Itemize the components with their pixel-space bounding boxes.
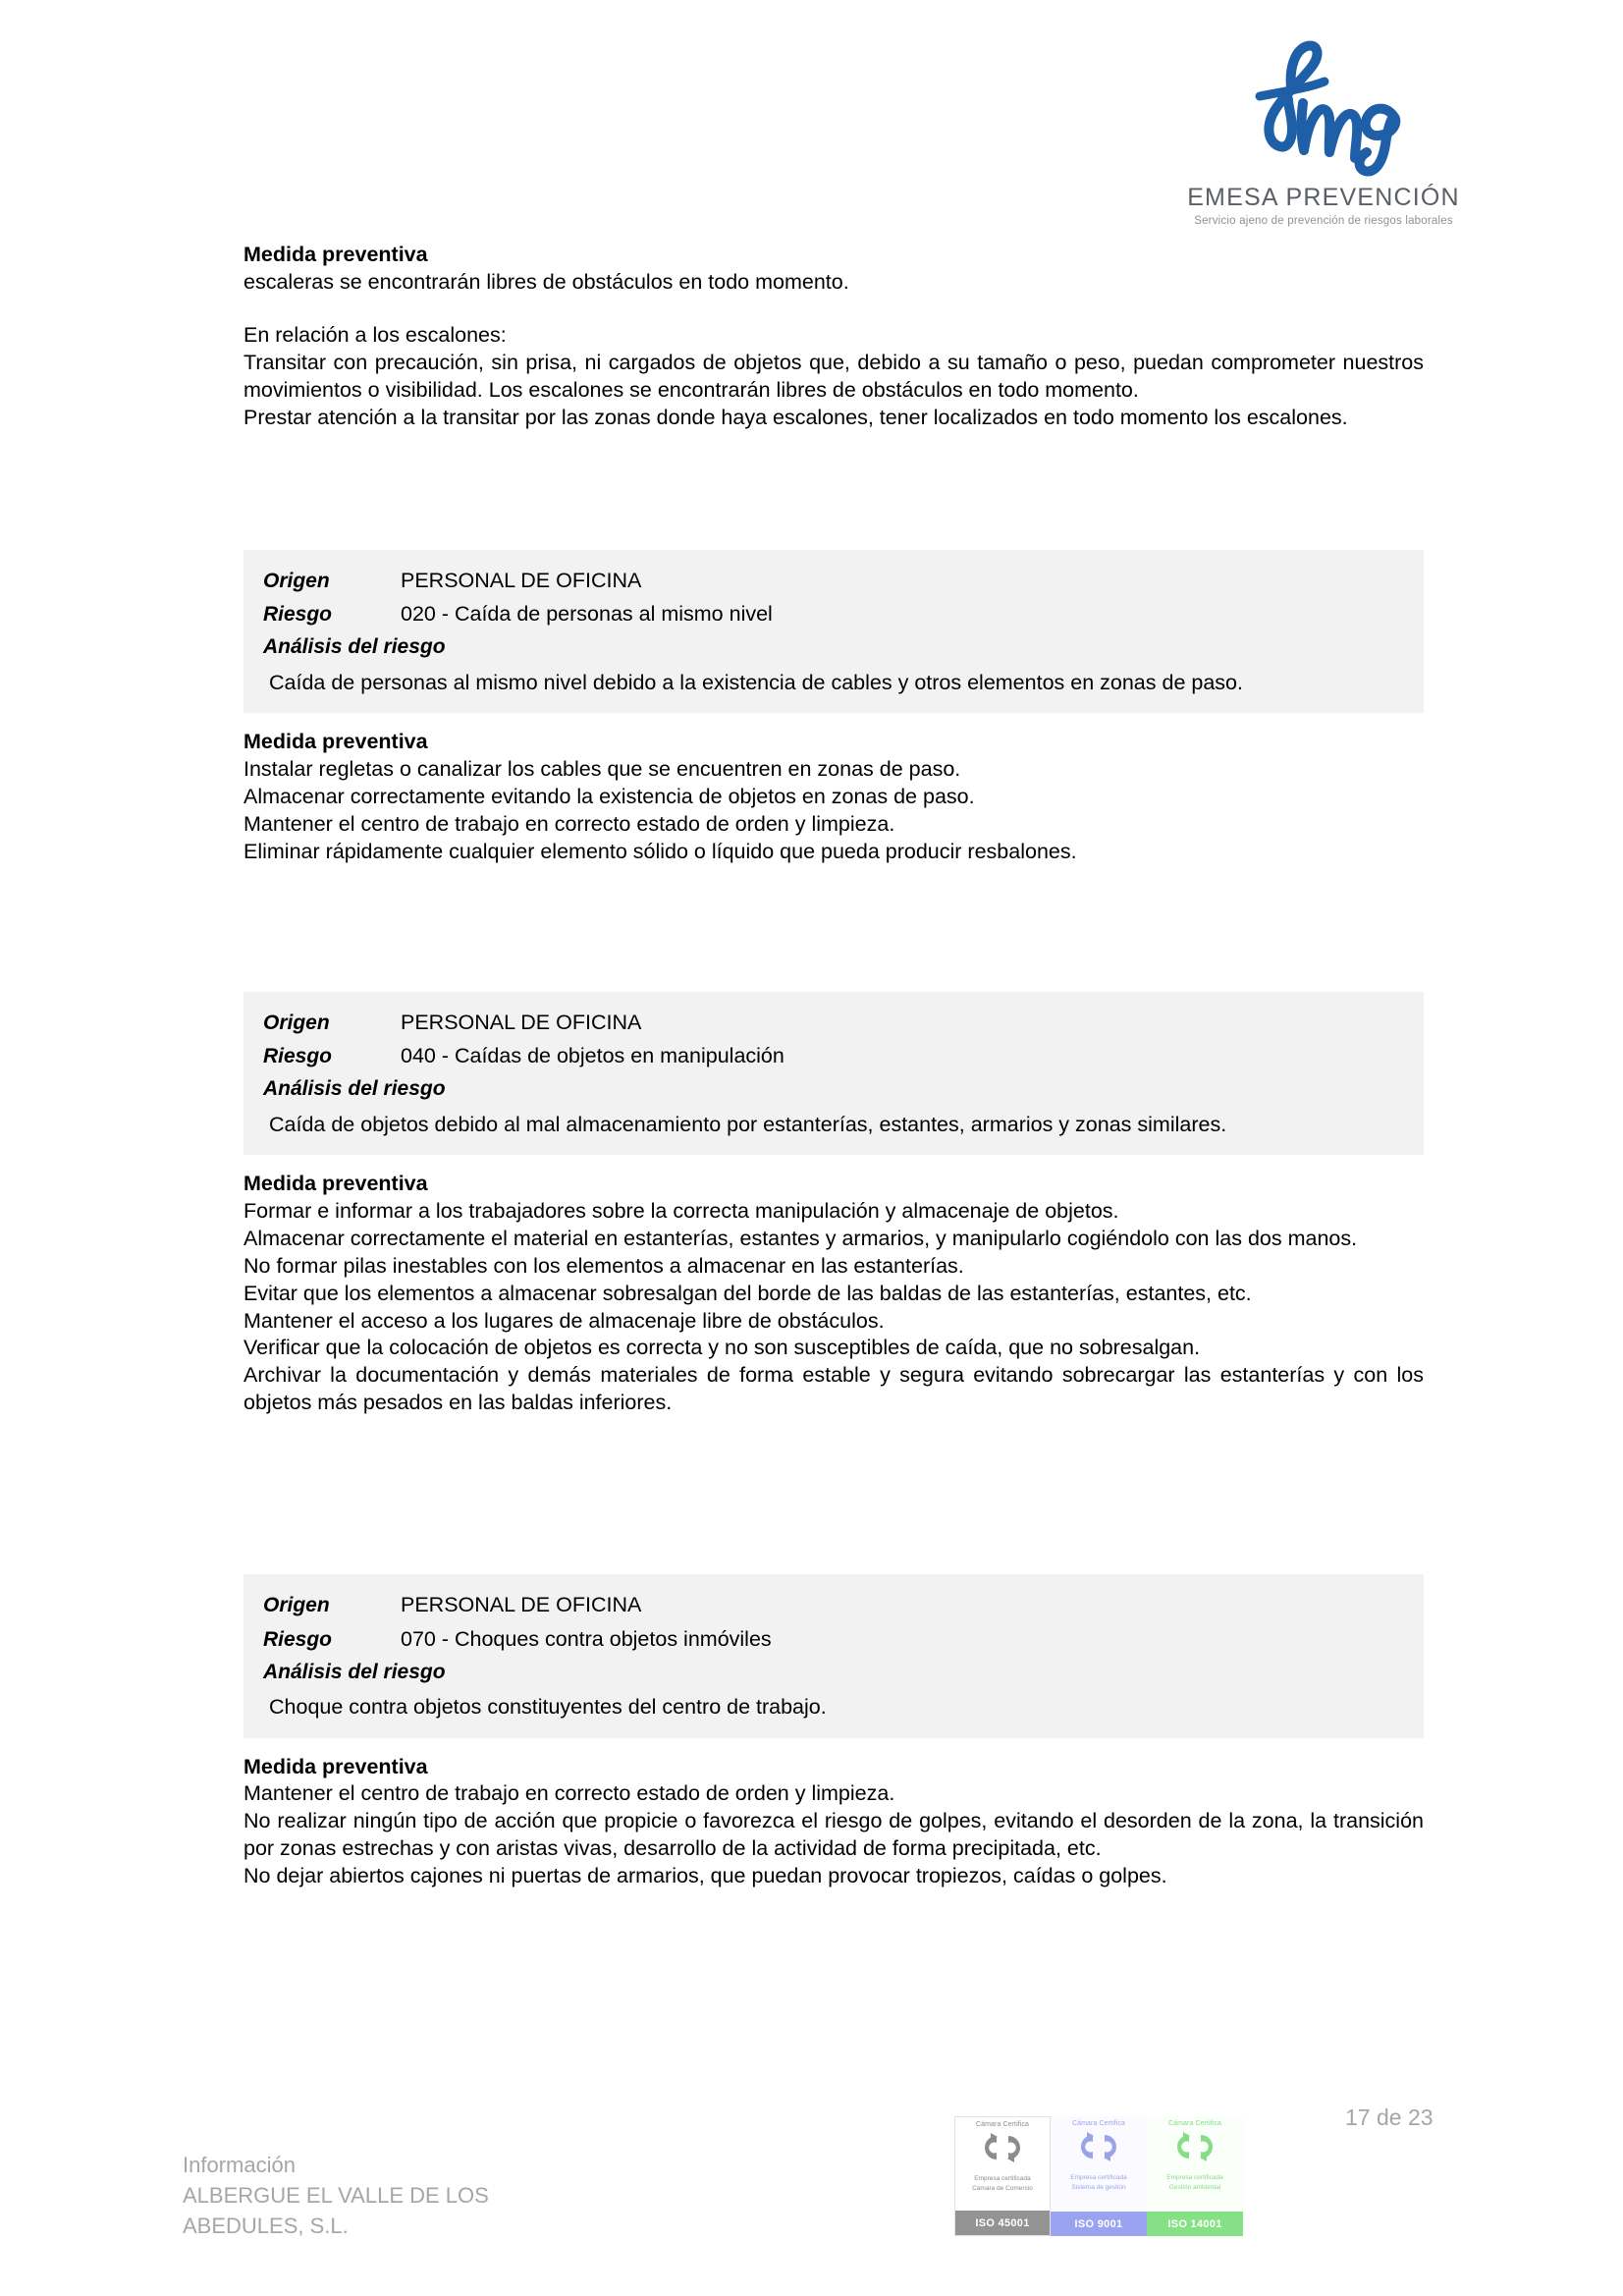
- badge-subtitle-line-1: Empresa certificada: [974, 2175, 1031, 2182]
- footer-company-line-1: ALBERGUE EL VALLE DE LOS: [183, 2182, 489, 2208]
- risk-entry: [243, 992, 1424, 1418]
- risk-riesgo-row: [243, 1622, 1424, 1656]
- page-header: [1162, 29, 1486, 227]
- measure-item: No dejar abiertos cajones ni puertas de armarios, que puedan provocar tropiezos, caídas o golpes.: [243, 1864, 1167, 1888]
- risk-riesgo-label: Riesgo: [263, 1627, 333, 1651]
- risk-origen-row: [243, 564, 1424, 597]
- spacer: [243, 1417, 1424, 1574]
- risk-origen-label: Origen: [263, 1594, 330, 1617]
- intro-section: [243, 242, 1424, 432]
- measure-item: Mantener el centro de trabajo en correcto estado de orden y limpieza.: [243, 811, 895, 836]
- risk-riesgo-row: [243, 1039, 1424, 1072]
- measure-item: Eliminar rápidamente cualquier elemento sólido o líquido que pueda producir resbalones.: [243, 839, 1077, 863]
- risk-entry: [243, 1574, 1424, 1890]
- measure-item: Instalar regletas o canalizar los cables que se encuentren en zonas de paso.: [243, 756, 961, 781]
- intro-line-1: escaleras se encontrarán libres de obstáculos en todo momento.: [243, 269, 849, 294]
- risk-riesgo-value: 070 - Choques contra objetos inmóviles: [401, 1626, 772, 1651]
- interlocking-rings-icon: [1067, 2130, 1130, 2168]
- measures-heading: Medida preventiva: [243, 729, 428, 753]
- page-number: 17 de 23: [1345, 2105, 1434, 2130]
- badge-issuer-label: Cámara Certifica: [1071, 2120, 1126, 2127]
- badge-standard-label: ISO 14001: [1147, 2212, 1243, 2236]
- risk-summary-card: [243, 992, 1424, 1155]
- intro-line-2: En relación a los escalones:: [243, 322, 507, 347]
- badge-issuer-label: Cámara Certifica: [1167, 2120, 1222, 2127]
- risk-origen-value: PERSONAL DE OFICINA: [401, 568, 642, 592]
- measure-item: Evitar que los elementos a almacenar sobresalgan del borde de las baldas de las estanterías, estantes, etc.: [243, 1281, 1252, 1305]
- certification-badge-iso9001: [1051, 2116, 1147, 2236]
- badge-subtitle-line-2: Sistema de gestión: [1071, 2183, 1126, 2191]
- eme-signature-logo-icon: [1162, 29, 1486, 182]
- risk-measures: [243, 1171, 1424, 1417]
- footer-company-info: [183, 2151, 489, 2241]
- badge-subtitle-line-1: Empresa certificada: [1166, 2174, 1223, 2181]
- risk-riesgo-value: 020 - Caída de personas al mismo nivel: [401, 602, 773, 627]
- measure-item: No realizar ningún tipo de acción que propicie o favorezca el riesgo de golpes, evitando el desorden de la zona, la transición por zonas estrechas y con aristas vivas, desarrollo de la actividad de forma precipitada, etc.: [243, 1809, 1424, 1861]
- measure-item: No formar pilas inestables con los elementos a almacenar en las estanterías.: [243, 1253, 964, 1278]
- risk-analisis-label: Análisis del riesgo: [263, 635, 446, 659]
- measure-item: Formar e informar a los trabajadores sobre la correcta manipulación y almacenaje de objetos.: [243, 1198, 1119, 1223]
- badge-standard-label: ISO 9001: [1051, 2212, 1147, 2236]
- risk-origen-value: PERSONAL DE OFICINA: [401, 1593, 642, 1617]
- interlocking-rings-icon: [971, 2131, 1034, 2169]
- risk-riesgo-value: 040 - Caídas de objetos en manipulación: [401, 1043, 784, 1067]
- spacer: [243, 866, 1424, 992]
- certification-badge-iso14001: [1147, 2116, 1243, 2236]
- risk-summary-card: [243, 1574, 1424, 1737]
- document-content: [243, 242, 1424, 1890]
- spacer: [243, 432, 1424, 550]
- risk-summary-card: [243, 550, 1424, 713]
- risk-analisis-value: Caída de personas al mismo nivel debido a la existencia de cables y otros elementos en zonas de paso.: [269, 670, 1243, 694]
- intro-heading: Medida preventiva: [243, 243, 428, 266]
- badge-standard-label: ISO 45001: [955, 2211, 1050, 2235]
- measures-heading: Medida preventiva: [243, 1754, 428, 1778]
- company-logo-tagline: Servicio ajeno de prevención de riesgos laborales: [1194, 215, 1453, 227]
- badge-subtitle: [1070, 2173, 1126, 2193]
- risk-riesgo-label: Riesgo: [263, 603, 333, 627]
- measure-item: Almacenar correctamente el material en estanterías, estantes y armarios, y manipularlo cogiéndolo con las dos manos.: [243, 1226, 1358, 1250]
- risk-origen-row: [243, 1006, 1424, 1039]
- risk-origen-label: Origen: [263, 569, 330, 592]
- measures-heading: Medida preventiva: [243, 1171, 428, 1195]
- badge-subtitle: [1166, 2173, 1222, 2193]
- intro-line-3: Transitar con precaución, sin prisa, ni cargados de objetos que, debido a su tamaño o peso, puedan comprometer nuestros movimientos o visibilidad. Los escalones se encontrarán libres de obstáculos en todo momento.: [243, 350, 1424, 402]
- certification-badge-iso45001: [954, 2116, 1051, 2236]
- risk-origen-row: [243, 1588, 1424, 1621]
- measure-item: Archivar la documentación y demás materiales de forma estable y segura evitando sobrecargar las estanterías y con los objetos más pesados en las baldas inferiores.: [243, 1363, 1424, 1415]
- footer-info-label: Información: [183, 2153, 296, 2177]
- measure-item: Almacenar correctamente evitando la existencia de objetos en zonas de paso.: [243, 784, 975, 808]
- risk-analisis-value: Caída de objetos debido al mal almacenamiento por estanterías, estantes, armarios y zonas similares.: [269, 1112, 1227, 1136]
- interlocking-rings-icon: [1163, 2130, 1226, 2168]
- risk-analisis-value: Choque contra objetos constituyentes del centro de trabajo.: [269, 1695, 827, 1720]
- measure-item: Mantener el acceso a los lugares de almacenaje libre de obstáculos.: [243, 1308, 885, 1333]
- measure-item: Verificar que la colocación de objetos es correcta y no son susceptibles de caída, que no sobresalgan.: [243, 1336, 1201, 1360]
- risk-analisis-label: Análisis del riesgo: [263, 1661, 446, 1684]
- badge-subtitle-line-1: Empresa certificada: [1070, 2174, 1127, 2181]
- risk-riesgo-label: Riesgo: [263, 1044, 333, 1067]
- page-footer: [0, 2092, 1623, 2296]
- risk-riesgo-row: [243, 597, 1424, 630]
- risk-entry: [243, 550, 1424, 866]
- badge-subtitle: [972, 2174, 1033, 2194]
- certification-badges: [954, 2116, 1243, 2236]
- risk-measures: [243, 729, 1424, 866]
- badge-subtitle-line-2: Gestión ambiental: [1168, 2183, 1221, 2191]
- risk-analisis-label: Análisis del riesgo: [263, 1077, 446, 1101]
- footer-company-line-2: ABEDULES, S.L.: [183, 2213, 349, 2238]
- risk-origen-label: Origen: [263, 1011, 330, 1034]
- badge-issuer-label: Cámara Certifica: [975, 2121, 1030, 2128]
- badge-subtitle-line-2: Cámara de Comercio: [972, 2184, 1033, 2192]
- spacer: [243, 297, 1424, 322]
- intro-line-4: Prestar atención a la transitar por las zonas donde haya escalones, tener localizados en todo momento los escalones.: [243, 405, 1348, 429]
- company-logo-name: EMESA PREVENCIÓN: [1187, 184, 1460, 211]
- risk-origen-value: PERSONAL DE OFICINA: [401, 1010, 642, 1034]
- measure-item: Mantener el centro de trabajo en correcto estado de orden y limpieza.: [243, 1781, 895, 1806]
- risk-measures: [243, 1754, 1424, 1891]
